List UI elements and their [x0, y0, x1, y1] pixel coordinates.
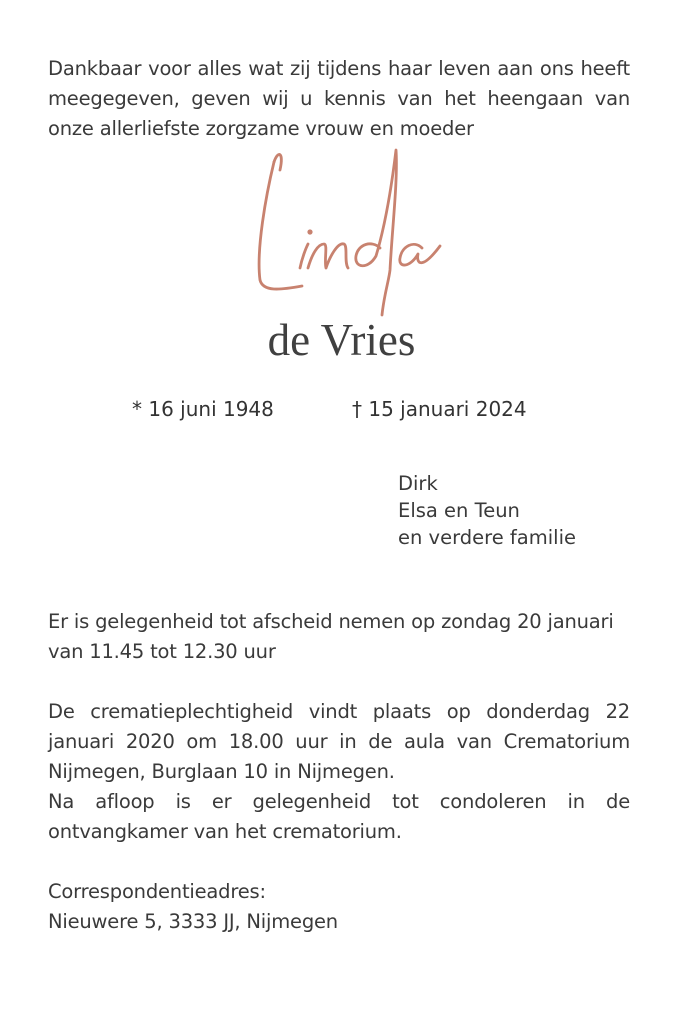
ceremony-paragraph [48, 697, 630, 847]
death-date: † 15 januari 2024 [352, 397, 527, 421]
ceremony-text-2: Na afloop is er gelegenheid tot condoleren in de ontvangkamer van het crematorium. [48, 790, 630, 843]
correspondence-paragraph [48, 877, 630, 937]
last-name: de Vries [267, 315, 416, 365]
correspondence-address: Nieuwere 5, 3333 JJ, Nijmegen [48, 910, 338, 933]
family-list [398, 470, 576, 551]
birth-date: * 16 juni 1948 [132, 397, 274, 421]
first-name-script [244, 140, 454, 320]
correspondence-label: Correspondentieadres: [48, 880, 266, 903]
farewell-line-1: Er is gelegenheid tot afscheid nemen op zondag 20 januari [48, 610, 614, 633]
details-text [48, 607, 630, 967]
farewell-line-2: van 11.45 tot 12.30 uur [48, 640, 276, 663]
family-member: Elsa en Teun [398, 499, 520, 522]
intro-text: Dankbaar voor alles wat zij tijdens haar leven aan ons heeft meegegeven, geven wij u kennis van het heengaan van onze allerliefste zorgzame vrouw en moeder [48, 57, 630, 140]
family-member: en verdere familie [398, 526, 576, 549]
farewell-paragraph [48, 607, 630, 667]
family-member: Dirk [398, 472, 438, 495]
ceremony-text-1: De crematieplechtigheid vindt plaats op donderdag 22 januari 2020 om 18.00 uur in de aula van Crematorium Nijmegen, Burglaan 10 in Nijmegen. [48, 700, 630, 783]
